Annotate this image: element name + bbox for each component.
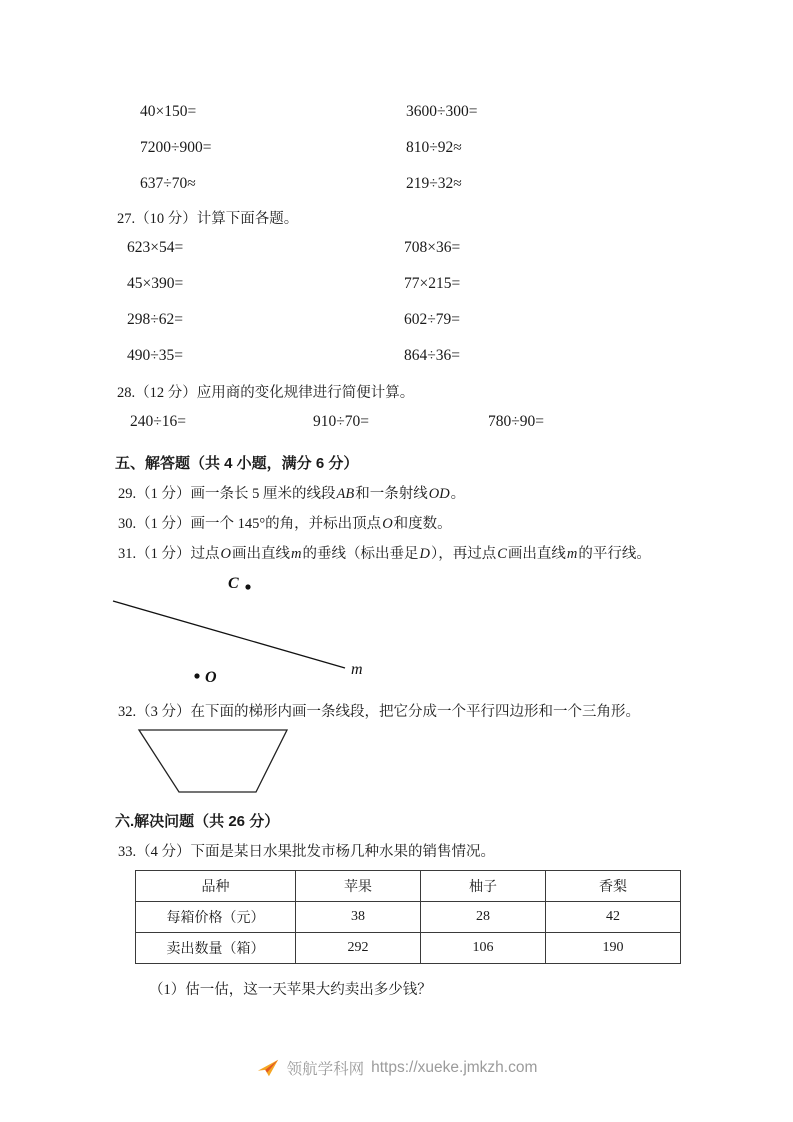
question-31-diagram [100,568,793,696]
point-c-dot [245,584,250,589]
table-cell: 292 [296,933,421,964]
math-expression: 602÷79= [404,311,460,328]
calc-group-estimation [0,94,793,202]
point-o-dot [194,673,199,678]
calc-row [0,266,793,302]
question-33-sub-1: （1）估一估，这一天苹果大约卖出多少钱？ [149,982,432,998]
math-expression: 219÷32≈ [406,175,462,192]
line-label-m: m [566,546,578,562]
fruit-sales-table [135,870,681,964]
table-cell: 106 [421,933,546,964]
table-cell: 卖出数量（箱） [136,933,296,964]
math-expression: 864÷36= [404,347,460,364]
point-label-c: C [497,546,507,562]
table-header-cell: 苹果 [296,871,421,902]
question-27-rows [0,230,793,374]
math-expression: 77×215= [404,275,461,292]
segment-label-ab: AB [336,486,355,502]
table-row [136,933,681,964]
vertex-label-o: O [382,516,393,532]
question-31-text: 画出直线 [231,546,290,562]
calc-row [0,130,793,166]
table-cell: 每箱价格（元） [136,902,296,933]
question-31-text: 画出直线 [507,546,566,562]
question-30 [118,512,793,536]
footer-site-url[interactable]: https://xueke.jmkzh.com [371,1059,538,1076]
line-and-points-figure [100,568,420,696]
calc-row [0,94,793,130]
math-expression: 780÷90= [488,413,544,430]
math-expression: 623×54= [127,239,184,256]
calc-row [0,230,793,266]
question-30-text: 和度数。 [393,516,452,532]
table-header-row [136,871,681,902]
question-32: 32.（3 分）在下面的梯形内画一条线段，把它分成一个平行四边形和一个三角形。 [118,704,640,720]
section-6-heading: 六.解决问题（共 26 分） [115,813,280,830]
question-32-figure [136,728,793,796]
table-row [136,902,681,933]
point-c-label: C [228,575,239,592]
math-expression: 810÷92≈ [406,139,462,156]
math-expression: 240÷16= [130,413,186,430]
footer-site-name: 领航学科网 [286,1061,365,1078]
site-footer [0,1054,793,1082]
line-m-label: m [351,661,363,678]
trapezoid-shape [139,730,287,792]
math-expression: 298÷62= [127,311,183,328]
question-31-text: ），再过点 [430,546,497,562]
math-expression: 910÷70= [313,413,369,430]
table-header-cell: 品种 [136,871,296,902]
question-29-text: 。 [450,486,466,502]
math-expression: 490÷35= [127,347,183,364]
question-28-title: 28.（12 分）应用商的变化规律进行简便计算。 [117,385,415,401]
question-28-row [0,404,793,440]
question-29-text: 29.（1 分）画一条长 5 厘米的线段 [118,486,336,502]
question-31-text: 的垂线（标出垂足 [302,546,419,562]
ray-label-od: OD [428,486,450,502]
math-expression: 708×36= [404,239,461,256]
question-31-text: 的平行线。 [578,546,651,562]
paper-plane-logo-icon [256,1056,280,1080]
math-expression: 637÷70≈ [140,175,196,192]
point-label-o: O [220,546,231,562]
table-cell: 28 [421,902,546,933]
section-5-heading: 五、解答题（共 4 小题，满分 6 分） [115,455,359,472]
trapezoid-figure [136,728,306,796]
foot-label-d: D [419,546,430,562]
calc-row [0,338,793,374]
point-o-label: O [205,669,217,686]
table-header-cell: 香梨 [546,871,681,902]
question-31 [118,542,793,566]
table-cell: 190 [546,933,681,964]
math-expression: 40×150= [140,103,197,120]
line-m [113,601,345,668]
question-27-title: 27.（10 分）计算下面各题。 [117,211,299,227]
line-label-m: m [290,546,302,562]
math-expression: 45×390= [127,275,184,292]
calc-row [0,302,793,338]
table-cell: 38 [296,902,421,933]
question-30-text: 30.（1 分）画一个 145°的角，并标出顶点 [118,516,382,532]
table-cell: 42 [546,902,681,933]
question-29 [118,482,793,506]
math-expression: 7200÷900= [140,139,212,156]
question-31-text: 31.（1 分）过点 [118,546,220,562]
question-29-text: 和一条射线 [355,486,428,502]
question-33: 33.（4 分）下面是某日水果批发市杨几种水果的销售情况。 [118,844,495,860]
math-expression: 3600÷300= [406,103,478,120]
table-header-cell: 柚子 [421,871,546,902]
calc-row [0,166,793,202]
